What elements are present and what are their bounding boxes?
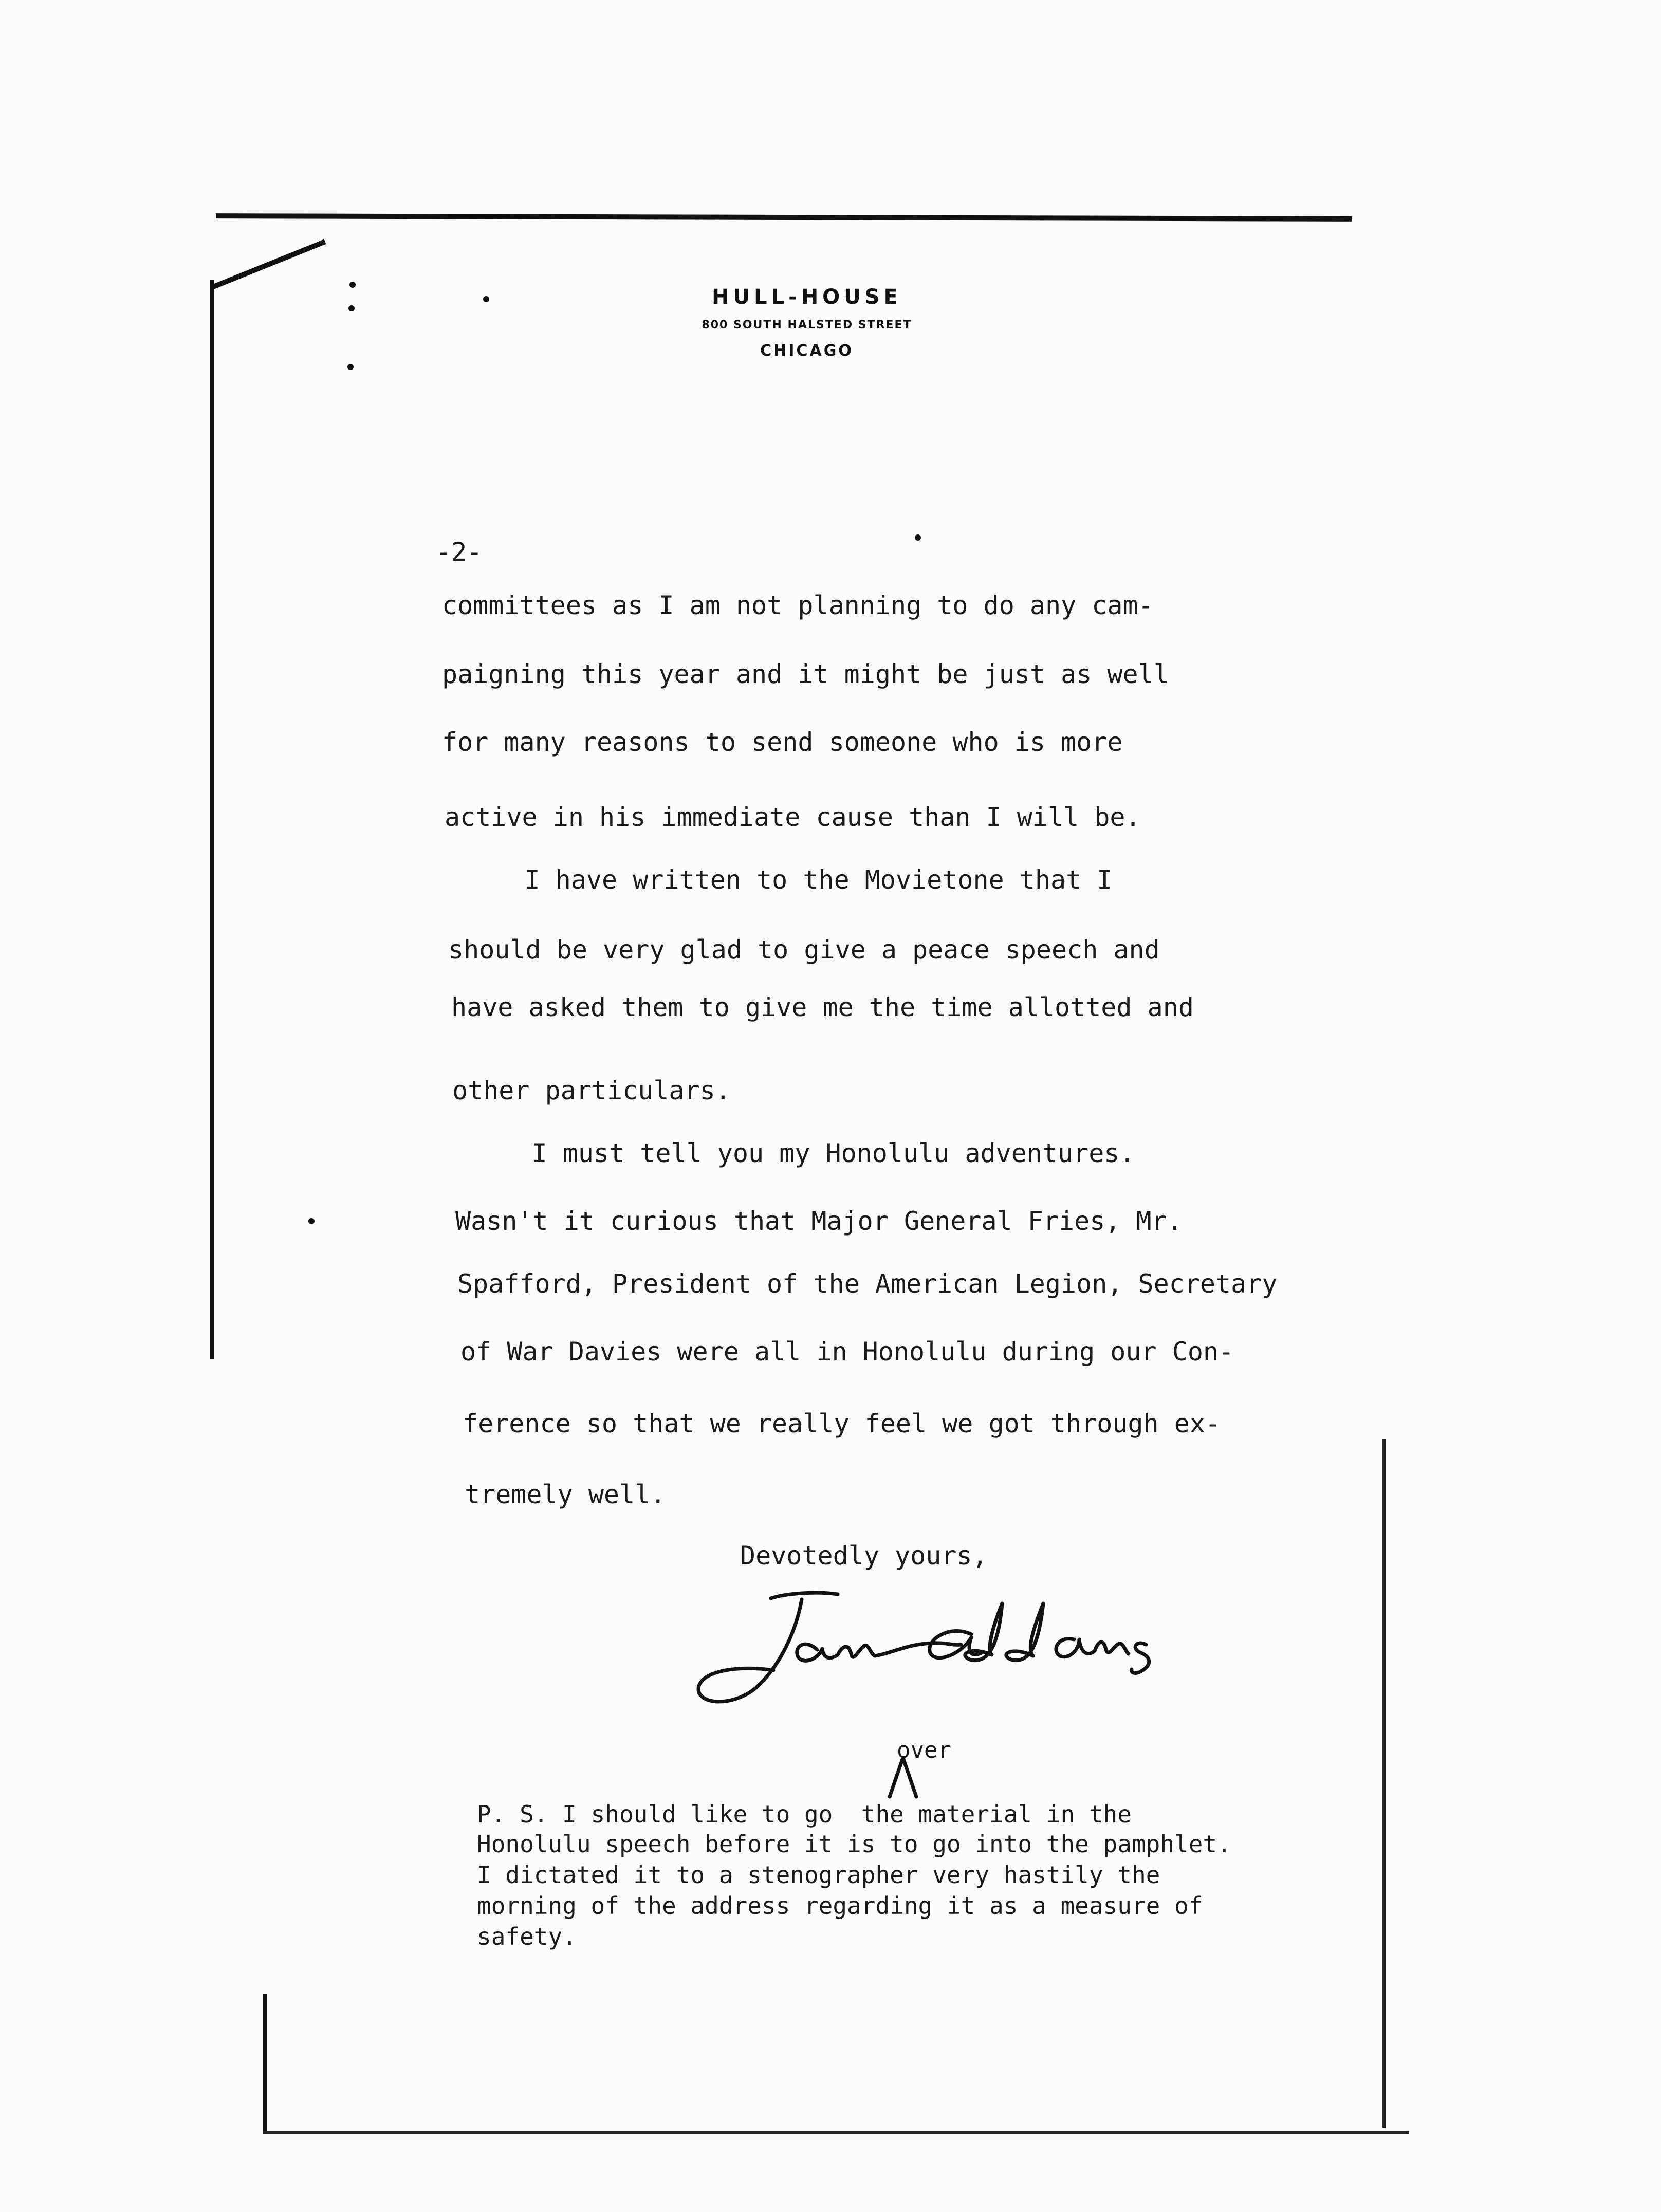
signature-image — [684, 1588, 1239, 1711]
copy-frame-left-edge — [210, 280, 214, 1359]
body-line: should be very glad to give a peace speech and — [448, 935, 1160, 965]
punch-mark — [349, 282, 356, 288]
body-line: I have written to the Movietone that I — [447, 865, 1113, 895]
letterhead-name: HULL-HOUSE — [712, 285, 902, 309]
copy-frame-bottom-edge — [263, 2131, 1409, 2134]
copy-frame-left-edge-lower — [263, 1994, 267, 2133]
body-line: tremely well. — [465, 1480, 666, 1509]
body-line: of War Davies were all in Honolulu during our Con- — [460, 1337, 1234, 1367]
postscript-line: safety. — [477, 1923, 577, 1950]
copy-frame-top-edge — [216, 213, 1352, 222]
body-line: committees as I am not planning to do any cam- — [442, 591, 1154, 620]
body-line: have asked them to give me the time allotted and — [451, 992, 1194, 1022]
body-line: Wasn't it curious that Major General Fries, Mr. — [455, 1206, 1183, 1236]
body-line: for many reasons to send someone who is more — [442, 727, 1123, 757]
postscript-line: P. S. I should like to go the material in the — [477, 1800, 1132, 1828]
insertion-caret-mark — [887, 1754, 922, 1800]
punch-mark — [483, 296, 489, 302]
postscript-line: morning of the address regarding it as a measure of — [477, 1892, 1203, 1920]
corner-mark — [210, 239, 326, 290]
letterhead — [653, 282, 961, 364]
punch-mark — [308, 1218, 315, 1224]
postscript-line: Honolulu speech before it is to go into the pamphlet. — [477, 1830, 1231, 1858]
letterhead-city: CHICAGO — [760, 342, 854, 360]
postscript-line: I dictated it to a stenographer very hastily the — [477, 1861, 1160, 1889]
closing: Devotedly yours, — [740, 1541, 988, 1571]
body-line: ference so that we really feel we got through ex- — [463, 1409, 1221, 1439]
body-line: I must tell you my Honolulu adventures. — [454, 1138, 1135, 1168]
copy-frame-right-edge — [1382, 1439, 1386, 2128]
body-line: other particulars. — [452, 1076, 731, 1105]
postscript-insertion: over — [897, 1737, 951, 1763]
punch-mark — [915, 534, 921, 541]
page-number: -2- — [436, 537, 483, 567]
body-line: Spafford, President of the American Legion, Secretary — [457, 1269, 1278, 1299]
punch-mark — [347, 364, 354, 370]
letterhead-street: 800 SOUTH HALSTED STREET — [702, 319, 912, 331]
body-line: paigning this year and it might be just as well — [442, 659, 1169, 689]
body-line: active in his immediate cause than I will be. — [445, 802, 1141, 832]
punch-mark — [348, 305, 355, 311]
